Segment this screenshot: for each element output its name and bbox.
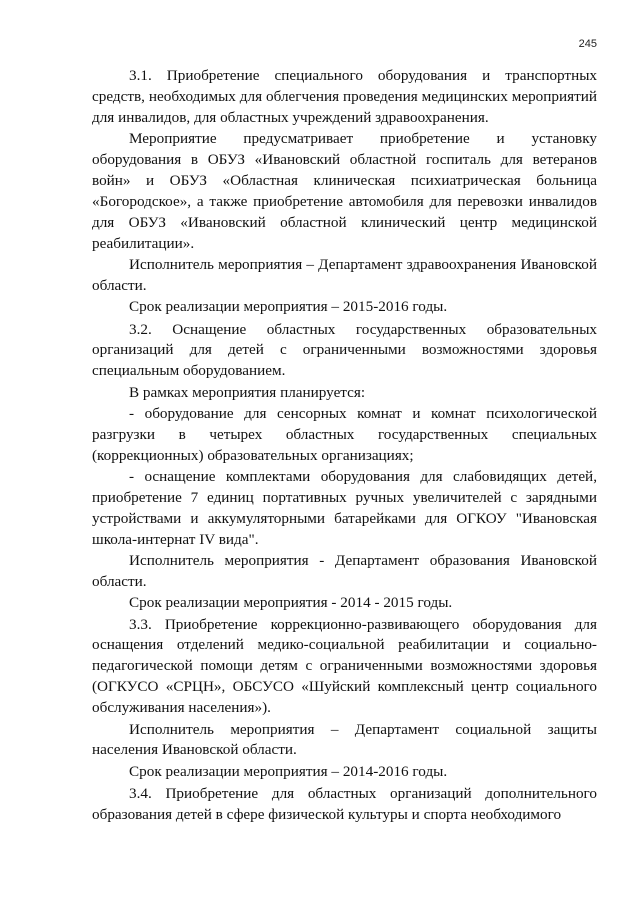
- paragraph-3-3-term: Срок реализации мероприятия – 2014-2016 годы.: [129, 762, 448, 780]
- document-body: [92, 66, 597, 826]
- paragraph-3-2-heading: 3.2. Оснащение областных государственных образовательных организаций для детей с ограниченными возможностями здоровья специальным оборудованием.: [92, 320, 597, 380]
- paragraph-3-3-heading: 3.3. Приобретение коррекционно-развивающего оборудования для оснащения отделений медико-социальной реабилитации и социально-педагогической помощи детям с ограниченными возможностями здоровья (ОГКУСО «СРЦН», ОБСУСО «Шуйский комплексный центр социального обслуживания населения»).: [92, 615, 597, 717]
- paragraph-3-2-term: Срок реализации мероприятия - 2014 - 2015 годы.: [129, 594, 453, 612]
- paragraph-3-4-heading: 3.4. Приобретение для областных организаций дополнительного образования детей в сфере физической культуры и спорта необходимого: [92, 785, 597, 824]
- paragraph-3-2-executor: Исполнитель мероприятия - Департамент образования Ивановской области.: [92, 552, 597, 590]
- paragraph-3-1-heading: 3.1. Приобретение специального оборудования и транспортных средств, необходимых для облегчения проведения медицинских мероприятий для инвалидов, для областных учреждений здравоохранения.: [92, 67, 597, 126]
- paragraph-3-1-executor: Исполнитель мероприятия – Департамент здравоохранения Ивановской области.: [92, 255, 597, 294]
- paragraph-3-2-plan-intro: В рамках мероприятия планируется:: [129, 383, 366, 401]
- paragraph-3-3-executor: Исполнитель мероприятия – Департамент социальной защиты населения Ивановской области.: [92, 720, 597, 759]
- paragraph-3-2-plan-item-1: - оборудование для сенсорных комнат и комнат психологической разгрузки в четырех областных государственных специальных (коррекционных) образовательных организациях;: [92, 404, 597, 464]
- paragraph-3-1-description: Мероприятие предусматривает приобретение и установку оборудования в ОБУЗ «Ивановский областной госпиталь для ветеранов войн» и ОБУЗ «Областная клиническая психиатрическая больница «Богородское», а также приобретение автомобиля для перевозки инвалидов для ОБУЗ «Ивановский областной клинический центр медицинской реабилитации».: [92, 130, 597, 252]
- paragraph-3-1-term: Срок реализации мероприятия – 2015-2016 годы.: [129, 298, 448, 316]
- page-number: 245: [578, 38, 597, 50]
- paragraph-3-2-plan-item-2: - оснащение комплектами оборудования для слабовидящих детей, приобретение 7 единиц портативных ручных увеличителей с зарядными устройствами и аккумуляторными батарейками для ОГКОУ "Ивановская школа-интернат IV вида".: [92, 468, 597, 548]
